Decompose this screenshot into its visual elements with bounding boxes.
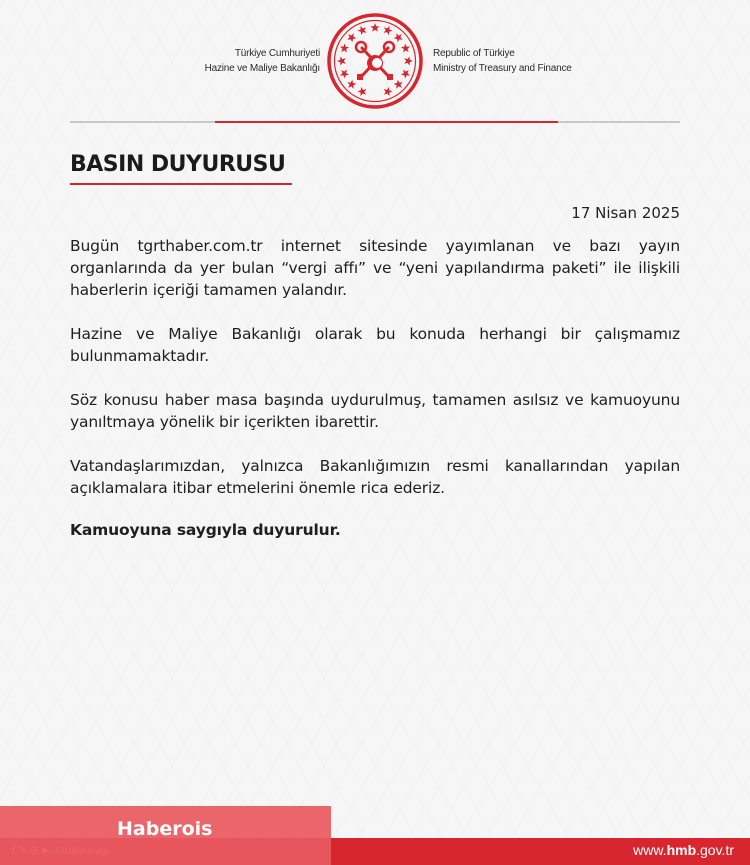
announcement-date: 17 Nisan 2025 bbox=[571, 204, 680, 222]
paragraph-4: Vatandaşlarımızdan, yalnızca Bakanlığımızın resmi kanallarından yapılan açıklamalara itibar etmelerini önemle rica ederiz. bbox=[70, 457, 680, 497]
website-suffix: .gov.tr bbox=[696, 842, 734, 858]
letterhead-right-line2: Ministry of Treasury and Finance bbox=[433, 63, 572, 74]
announcement-body bbox=[70, 235, 680, 563]
watermark-text: Haberois bbox=[117, 818, 213, 840]
paragraph-3: Söz konusu haber masa başında uydurulmuş, tamamen asılsız ve kamuoyunu yanıltmaya yönelik bir içerikten ibarettir. bbox=[70, 391, 680, 431]
ministry-emblem-icon bbox=[324, 10, 426, 112]
letterhead-left-line2: Hazine ve Maliye Bakanlığı bbox=[204, 63, 320, 74]
closing-line: Kamuoyuna saygıyla duyurulur. bbox=[70, 521, 341, 539]
letterhead-turkish bbox=[205, 46, 320, 76]
letterhead bbox=[0, 0, 750, 125]
letterhead-left-line1: Türkiye Cumhuriyeti bbox=[234, 48, 320, 59]
page-title: BASIN DUYURUSU bbox=[70, 152, 286, 177]
website-domain: hmb bbox=[666, 842, 697, 858]
letterhead-right-line1: Republic of Türkiye bbox=[433, 48, 515, 59]
header-divider-accent bbox=[215, 121, 558, 123]
letterhead-english bbox=[433, 46, 572, 76]
paragraph-1: Bugün tgrthaber.com.tr internet sitesinde yayımlanan ve bazı yayın organlarında da yer bulan “vergi affı” ve “yeni yapılandırma paketi” ile ilişkili haberlerin içeriği tamamen yalandır. bbox=[70, 237, 680, 299]
website-prefix: www. bbox=[633, 842, 667, 858]
website-link[interactable] bbox=[633, 842, 734, 858]
paragraph-2: Hazine ve Maliye Bakanlığı olarak bu konuda herhangi bir çalışmamız bulunmamaktadır. bbox=[70, 325, 680, 365]
title-underline bbox=[70, 183, 292, 185]
